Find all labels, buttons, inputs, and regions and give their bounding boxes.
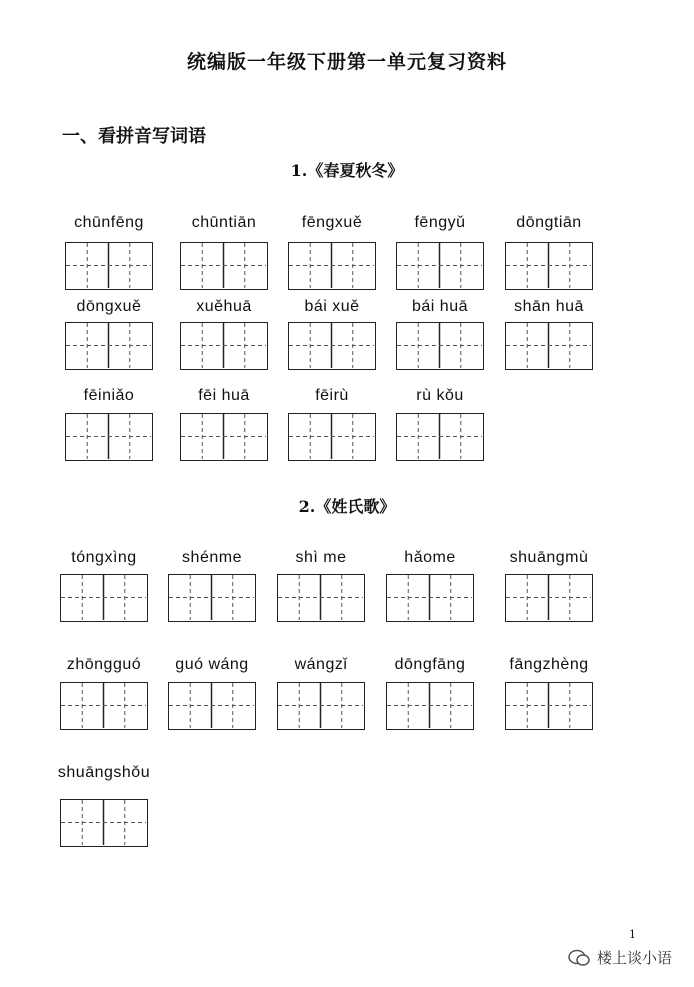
tian-grid-guides xyxy=(61,683,146,728)
watermark-text: 楼上谈小语 xyxy=(596,949,672,967)
tian-grid-guides xyxy=(66,323,151,368)
pinyin-label: hǎome xyxy=(404,549,456,566)
lesson-title-2: 2.《姓氏歌》 xyxy=(298,497,396,516)
tian-grid-guides xyxy=(397,323,482,368)
tian-grid-guides xyxy=(181,414,266,459)
document-title: 统编版一年级下册第一单元复习资料 xyxy=(186,51,507,73)
writing-grid-box xyxy=(277,574,365,622)
pinyin-label: shuāngshǒu xyxy=(57,764,151,781)
tian-grid-guides xyxy=(387,683,472,728)
page-number: 1 xyxy=(629,928,636,941)
writing-grid-box xyxy=(288,322,376,370)
tian-grid-guides xyxy=(278,683,363,728)
tian-grid-guides xyxy=(397,243,482,288)
pinyin-label: zhōngguó xyxy=(66,656,142,673)
writing-grid-box xyxy=(396,413,484,461)
writing-grid-box xyxy=(396,242,484,290)
writing-grid-box xyxy=(396,322,484,370)
pinyin-label: shì me xyxy=(295,549,347,566)
pinyin-label: guó wáng xyxy=(175,656,249,673)
pinyin-label: fēngxuě xyxy=(301,214,363,231)
tian-grid-guides xyxy=(289,243,374,288)
pinyin-label: chūnfēng xyxy=(74,214,144,231)
tian-grid-guides xyxy=(61,800,146,845)
pinyin-label: fēirù xyxy=(315,387,349,404)
tian-grid-guides xyxy=(169,683,254,728)
pinyin-label: fāngzhèng xyxy=(509,656,589,673)
writing-grid-box xyxy=(60,574,148,622)
tian-grid-guides xyxy=(506,575,591,620)
pinyin-label: xuěhuā xyxy=(196,298,252,315)
pinyin-label: bái xuě xyxy=(304,298,360,315)
writing-grid-box xyxy=(180,413,268,461)
tian-grid-guides xyxy=(289,414,374,459)
tian-grid-guides xyxy=(181,323,266,368)
writing-grid-box xyxy=(386,682,474,730)
writing-grid-box xyxy=(65,413,153,461)
tian-grid-guides xyxy=(506,243,591,288)
writing-grid-box xyxy=(505,574,593,622)
writing-grid-box xyxy=(168,574,256,622)
writing-grid-box xyxy=(65,322,153,370)
writing-grid-box xyxy=(180,322,268,370)
writing-grid-box xyxy=(180,242,268,290)
writing-grid-box xyxy=(60,682,148,730)
watermark xyxy=(567,947,672,968)
writing-grid-box xyxy=(277,682,365,730)
section-heading: 一、看拼音写词语 xyxy=(62,126,206,147)
writing-grid-box xyxy=(65,242,153,290)
pinyin-label: bái huā xyxy=(412,298,468,315)
pinyin-label: chūntiān xyxy=(191,214,257,231)
tian-grid-guides xyxy=(66,414,151,459)
writing-grid-box xyxy=(505,682,593,730)
writing-grid-box xyxy=(60,799,148,847)
pinyin-label: dōngfāng xyxy=(394,656,466,673)
pinyin-label: fēngyǔ xyxy=(414,214,466,231)
writing-grid-box xyxy=(288,242,376,290)
pinyin-label: wángzǐ xyxy=(294,656,348,673)
pinyin-label: dōngtiān xyxy=(516,214,582,231)
pinyin-label: shénme xyxy=(182,549,242,566)
tian-grid-guides xyxy=(181,243,266,288)
pinyin-label: fēiniǎo xyxy=(83,387,135,404)
tian-grid-guides xyxy=(289,323,374,368)
tian-grid-guides xyxy=(506,323,591,368)
pinyin-label: fēi huā xyxy=(198,387,250,404)
pinyin-label: dōngxuě xyxy=(76,298,142,315)
writing-grid-box xyxy=(288,413,376,461)
tian-grid-guides xyxy=(506,683,591,728)
tian-grid-guides xyxy=(387,575,472,620)
tian-grid-guides xyxy=(61,575,146,620)
chat-bubble-icon xyxy=(567,948,591,968)
writing-grid-box xyxy=(168,682,256,730)
pinyin-label: shān huā xyxy=(514,298,584,315)
writing-grid-box xyxy=(505,322,593,370)
pinyin-label: tóngxìng xyxy=(71,549,137,566)
lesson-title-1: 1.《春夏秋冬》 xyxy=(290,161,404,180)
tian-grid-guides xyxy=(66,243,151,288)
pinyin-label: shuāngmù xyxy=(509,549,589,566)
tian-grid-guides xyxy=(278,575,363,620)
writing-grid-box xyxy=(505,242,593,290)
writing-grid-box xyxy=(386,574,474,622)
pinyin-label: rù kǒu xyxy=(416,387,464,404)
tian-grid-guides xyxy=(397,414,482,459)
tian-grid-guides xyxy=(169,575,254,620)
